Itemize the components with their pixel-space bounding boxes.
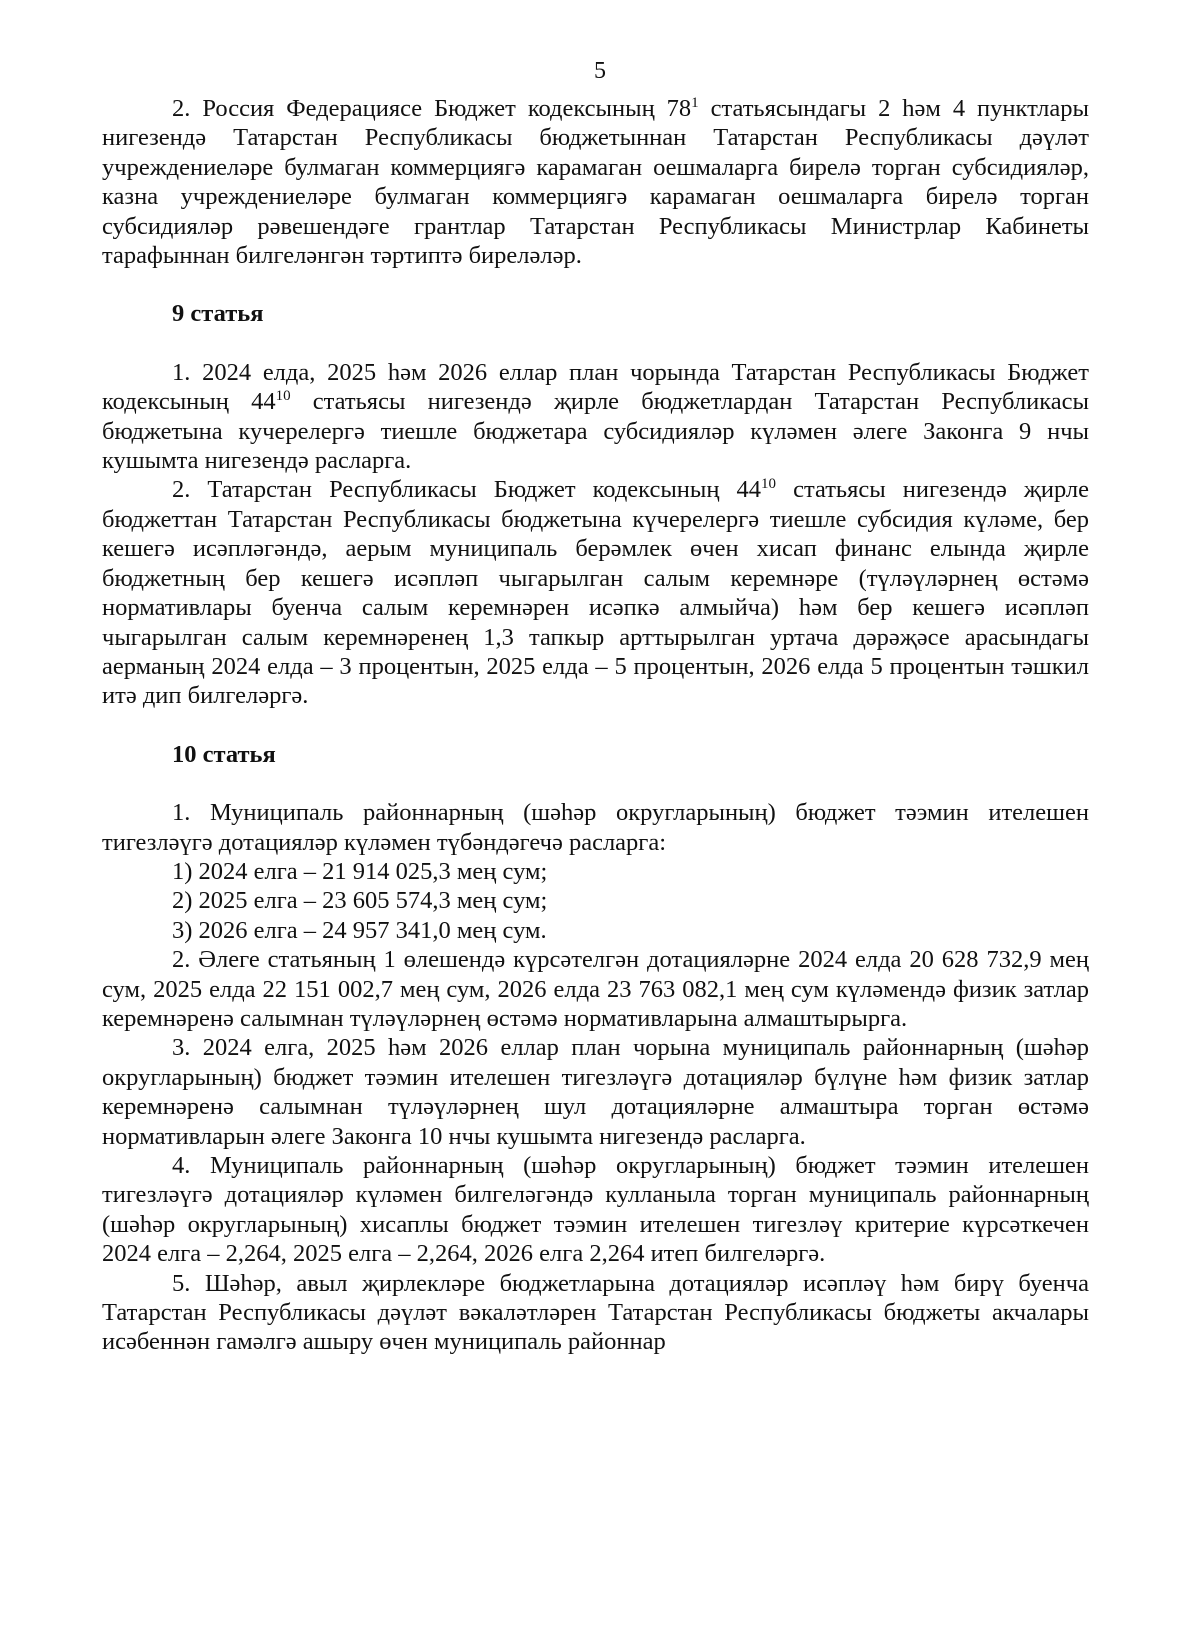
- article-9-paragraph-2: [102, 475, 1089, 710]
- list-item: 2) 2025 елга – 23 605 574,3 мең сум;: [172, 887, 548, 915]
- document-body: [102, 94, 1089, 1357]
- text-segment: статьясы нигезендә җирле бюджетлардан Татарстан Республикасы бюджетына кучерелергә тиешле бюджетара субсидияләр күләмен әлеге Законга 9 нчы кушымта нигезендә расларга.: [102, 388, 1089, 475]
- article-10-title: 10 статья: [172, 740, 276, 768]
- text-segment: статьясындагы 2 һәм 4 пунктлары нигезендә Татарстан Республикасы бюджетыннан Татарстан Республикасы дәүләт учреждениеләре булмаган коммерциягә карамаган оешмаларга бирелә торган субсидияләр, казна учреждениеләре булмаган коммерциягә карамаган оешмаларга бирелә торган субсидияләр рәвешендәге грантлар Татарстан Республикасы Министрлар Кабинеты тарафыннан билгеләнгән тәртиптә биреләләр.: [102, 95, 1089, 270]
- text-segment: статьясы нигезендә җирле бюджеттан Татарстан Республикасы бюджетына күчерелергә тиешле субсидия күләме, бер кешегә исәпләгәндә, аерым муниципаль берәмлек өчен хисап финанс елында җирле бюджетның бер кешегә исәпләп чыгарылган салым керемнәре (түләүләрнең өстәмә нормативлары буенча салым керемнәрен исәпкә алмыйча) һәм бер кешегә исәпләп чыгарылган салым керемнәренең 1,3 тапкыр арттырылган уртача дәрәҗәсе арасындагы аерманың 2024 елда – 3 процентын, 2025 елда – 5 процентын, 2026 елда 5 процентын тәшкил итә дип билгеләргә.: [102, 476, 1090, 710]
- list-item: 3) 2026 елга – 24 957 341,0 мең сум.: [172, 916, 547, 944]
- article-10-paragraph-3: 3. 2024 елга, 2025 һәм 2026 еллар план чорына муниципаль районнарның (шәһәр округларының) бюджет тәэмин ителешен тигезләүгә дотацияләр бүлүне һәм физик затлар керемнәренә салымнан түләүләрнең шул дотацияләрне алмаштыра торган өстәмә нормативларын әлеге Законга 10 нчы кушымта нигезендә расларга.: [102, 1034, 1089, 1150]
- superscript: 10: [761, 476, 777, 493]
- text-segment: 1. 2024 елда, 2025 һәм 2026 еллар план чорында Татарстан Республикасы Бюджет кодексының 44: [102, 358, 1089, 416]
- text-segment: 2. Россия Федерациясе Бюджет кодексының 78: [172, 95, 692, 122]
- article-10-paragraph-1: 1. Муниципаль районнарның (шәһәр округларының) бюджет тәэмин ителешен тигезләүгә дотацияләр күләмен түбәндәгечә расларга:: [102, 799, 1089, 856]
- list-item: 1) 2024 елга – 21 914 025,3 мең сум;: [172, 857, 548, 885]
- superscript: 10: [275, 388, 291, 405]
- page-number: 5: [594, 58, 606, 84]
- intro-paragraph-2: [102, 94, 1089, 270]
- article-9-paragraph-1: [102, 358, 1089, 476]
- superscript: 1: [691, 95, 699, 111]
- article-10-paragraph-4: 4. Муниципаль районнарның (шәһәр округларының) бюджет тәэмин ителешен тигезләүгә дотацияләр күләмен билгеләгәндә кулланыла торган муниципаль районнарның (шәһәр округларының) хисаплы бюджет тәэмин ителешен тигезләү критерие күрсәткечен 2024 елга – 2,264, 2025 елга – 2,264, 2026 елга 2,264 итеп билгеләргә.: [102, 1152, 1089, 1268]
- text-segment: 2. Татарстан Республикасы Бюджет кодексының 44: [172, 476, 762, 504]
- article-10-paragraph-5: 5. Шәһәр, авыл җирлекләре бюджетларына дотацияләр исәпләү һәм бирү буенча Татарстан Республикасы дәүләт вәкаләтләрен Татарстан Республикасы бюджеты акчалары исәбеннән гамәлгә ашыру өчен муниципаль районнар: [102, 1269, 1089, 1356]
- article-9-title: 9 статья: [172, 300, 264, 328]
- article-10-paragraph-2: 2. Әлеге статьяның 1 өлешендә күрсәтелгән дотацияләрне 2024 елда 20 628 732,9 мең сум, 2025 елда 22 151 002,7 мең сум, 2026 елда 23 763 082,1 мең сум күләмендә физик затлар керемнәренә салымнан түләүләрнең өстәмә нормативларына алмаштырырга.: [102, 946, 1089, 1032]
